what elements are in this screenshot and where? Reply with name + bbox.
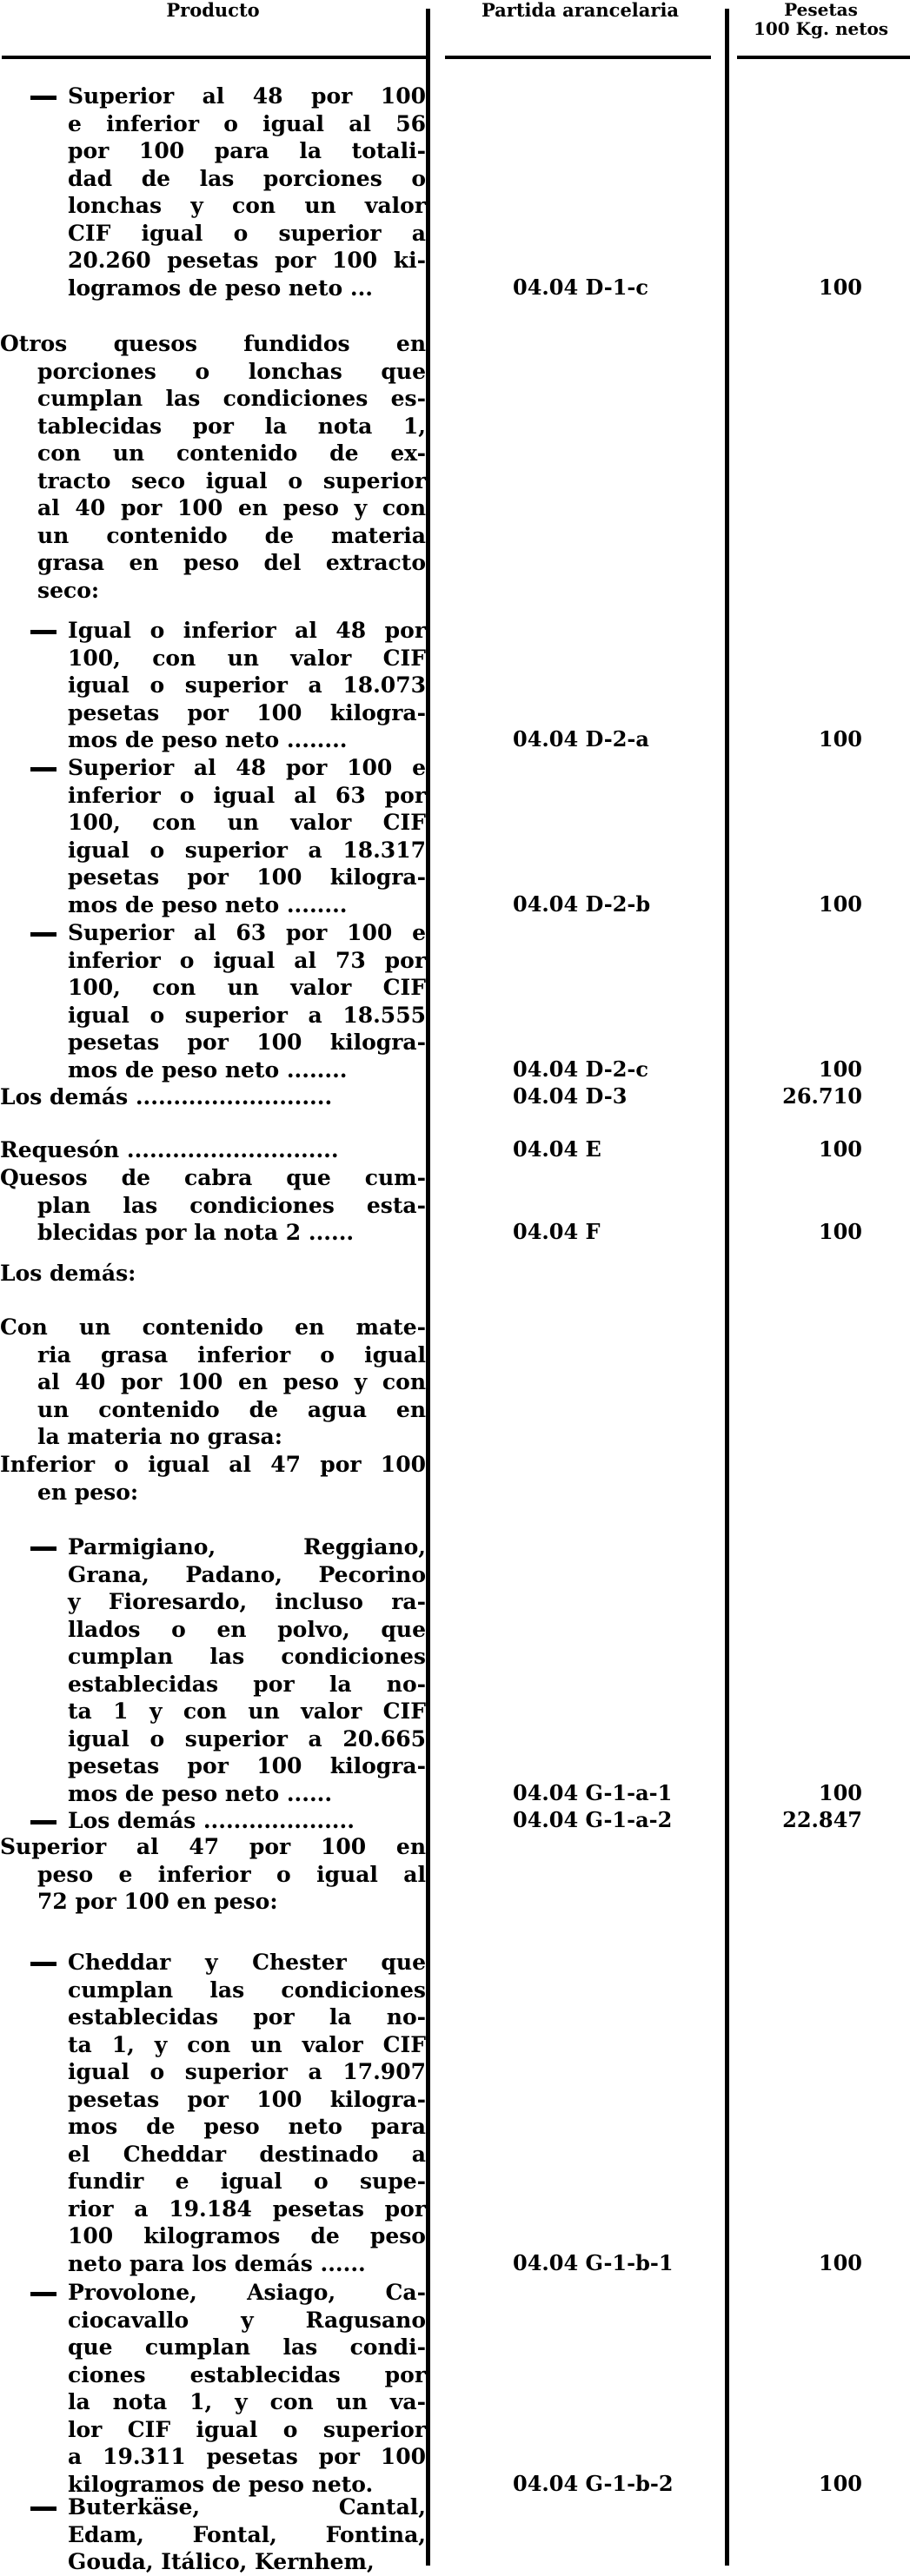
product-description-line: 100, con un valor CIF — [68, 810, 426, 835]
product-description-line: igual o superior a 18.555 — [68, 1002, 426, 1028]
product-description-line: neto para los demás ...... — [68, 2250, 366, 2276]
product-description-line: pesetas por 100 kilogra- — [68, 864, 426, 890]
dash-bullet-icon — [30, 932, 56, 937]
product-description-line: blecidas por la nota 2 ...... — [37, 1220, 355, 1245]
product-description-line: mos de peso neto ........ — [68, 891, 348, 917]
product-description-line: logramos de peso neto ... — [68, 275, 373, 301]
product-description-line: pesetas por 100 kilogra- — [68, 2086, 426, 2112]
product-description-line: igual o superior a 18.317 — [68, 837, 426, 863]
product-description-line: Los demás: — [0, 1261, 136, 1286]
header-rule-pesetas — [737, 56, 910, 59]
product-description-line: la materia no grasa: — [37, 1424, 282, 1449]
tariff-code: 04.04 G-1-b-1 — [513, 2249, 674, 2275]
product-description-line: plan las condiciones esta- — [37, 1192, 426, 1218]
product-description-line: rior a 19.184 pesetas por — [68, 2195, 426, 2222]
product-description-line: fundir e igual o supe- — [68, 2169, 426, 2194]
pesetas-value: 100 — [818, 2470, 862, 2496]
tariff-code: 04.04 D-2-a — [513, 726, 649, 752]
column-divider-1 — [426, 9, 430, 2566]
dash-bullet-icon — [30, 1962, 56, 1966]
product-description-line: Requesón ............................ — [0, 1137, 339, 1162]
tariff-code: 04.04 D-1-c — [513, 274, 648, 300]
product-description-line: Gouda, Itálico, Kernhem, — [68, 2549, 375, 2574]
product-description-line: ciones establecidas por — [68, 2361, 426, 2387]
product-description-line: dad de las porciones o — [68, 165, 426, 191]
table-row — [0, 754, 426, 918]
product-description-line: mos de peso neto ........ — [68, 1056, 348, 1083]
product-description-line: igual o superior a 20.665 — [68, 1725, 426, 1752]
pesetas-value: 100 — [818, 1136, 862, 1162]
product-description-line: la nota 1, y con un va- — [68, 2389, 426, 2414]
product-description-line: Los demás .................... — [68, 1808, 355, 1833]
product-description-line: porciones o lonchas que — [37, 358, 426, 384]
table-row — [0, 2493, 426, 2576]
pesetas-value: 100 — [818, 1779, 862, 1805]
product-description-line: Parmigiano, Reggiano, — [68, 1534, 426, 1560]
product-description-line: Superior al 63 por 100 e — [68, 920, 426, 945]
pesetas-label: Pesetas — [784, 0, 858, 20]
product-description-line: Grana, Padano, Pecorino — [68, 1561, 426, 1587]
product-description-line: inferior o igual al 73 por — [68, 947, 426, 973]
product-description-line: un contenido de agua en — [37, 1396, 426, 1422]
product-description-line: 100, con un valor CIF — [68, 645, 426, 671]
header-rule-producto-full — [2, 56, 426, 59]
column-divider-2 — [725, 9, 729, 2566]
product-description-line: 100 kilogramos de peso — [68, 2223, 426, 2248]
product-description-line: el Cheddar destinado a — [68, 2141, 426, 2167]
product-description-line: un contenido de materia — [37, 522, 426, 548]
product-description-line: Los demás .......................... — [0, 1084, 333, 1109]
product-description-line: e inferior o igual al 56 — [68, 110, 426, 136]
pesetas-value: 100 — [818, 891, 862, 917]
product-description-line: ciocavallo y Ragusano — [68, 2307, 426, 2333]
dash-bullet-icon — [30, 2506, 56, 2511]
table-row — [0, 83, 426, 301]
table-row — [0, 1314, 426, 1451]
pesetas-value: 100 — [818, 1219, 862, 1244]
product-description-line: cumplan las condiciones — [68, 1977, 426, 2003]
product-description-line: grasa en peso del extracto — [37, 550, 426, 575]
pesetas-value: 26.710 — [782, 1083, 862, 1109]
product-description-line: en peso: — [37, 1479, 139, 1505]
product-description-line: Edam, Fontal, Fontina, — [68, 2521, 426, 2547]
table-row — [0, 1949, 426, 2277]
product-description-line: mos de peso neto para — [68, 2114, 426, 2139]
product-description-line: al 40 por 100 en peso y con — [37, 495, 426, 520]
product-description-line: Superior al 48 por 100 — [68, 83, 426, 109]
table-row — [0, 1533, 426, 1807]
product-description-line: Igual o inferior al 48 por — [68, 618, 426, 643]
dash-bullet-icon — [30, 96, 56, 100]
product-description-line: cumplan las condiciones es- — [37, 386, 426, 411]
product-description-line: pesetas por 100 kilogra- — [68, 699, 426, 725]
table-row — [0, 1833, 426, 1916]
column-header-partida: Partida arancelaria — [481, 0, 680, 21]
product-description-line: peso e inferior o igual al — [37, 1861, 426, 1887]
product-description-line: Provolone, Asiago, Ca- — [68, 2280, 426, 2305]
pesetas-value: 22.847 — [782, 1807, 862, 1832]
tariff-code: 04.04 D-2-b — [513, 891, 651, 917]
pesetas-value: 100 — [818, 1056, 862, 1082]
product-description-line: establecidas por la no- — [68, 1671, 426, 1697]
tariff-code: 04.04 F — [513, 1219, 601, 1244]
table-row — [0, 617, 426, 754]
table-row — [0, 1807, 426, 1835]
product-description-line: tracto seco igual o superior — [37, 467, 426, 493]
product-description-line: establecidas por la no- — [68, 2004, 426, 2030]
product-description-line: seco: — [37, 577, 100, 603]
product-description-line: ta 1 y con un valor CIF — [68, 1699, 426, 1724]
product-description-line: tablecidas por la nota 1, — [37, 413, 426, 439]
product-description-line: inferior o igual al 63 por — [68, 782, 426, 808]
product-description-line: a 19.311 pesetas por 100 — [68, 2444, 426, 2469]
table-row — [0, 1164, 426, 1247]
product-description-line: mos de peso neto ...... — [68, 1780, 333, 1806]
dash-bullet-icon — [30, 1546, 56, 1551]
product-description-line: Buterkäse, Cantal, — [68, 2494, 426, 2520]
tariff-code: 04.04 G-1-b-2 — [513, 2470, 674, 2496]
product-description-line: igual o superior a 18.073 — [68, 672, 426, 698]
tariff-code: 04.04 G-1-a-1 — [513, 1779, 673, 1805]
product-description-line: igual o superior a 17.907 — [68, 2059, 426, 2084]
table-row — [0, 1083, 426, 1111]
column-header-pesetas — [732, 0, 910, 38]
tariff-code: 04.04 G-1-a-2 — [513, 1807, 673, 1832]
dash-bullet-icon — [30, 630, 56, 634]
pesetas-unit-label: 100 Kg. netos — [753, 18, 889, 39]
product-description-line: Superior al 47 por 100 en — [0, 1834, 426, 1859]
product-description-line: llados o en polvo, que — [68, 1616, 426, 1642]
product-description-line: ria grasa inferior o igual — [37, 1341, 426, 1367]
product-description-line: lonchas y con un valor — [68, 193, 426, 218]
product-description-line: Otros quesos fundidos en — [0, 331, 426, 356]
product-description-line: Inferior o igual al 47 por 100 — [0, 1452, 426, 1477]
product-description-line: ta 1, y con un valor CIF — [68, 2031, 426, 2057]
product-description-line: que cumplan las condi- — [68, 2334, 426, 2360]
product-description-line: Cheddar y Chester que — [68, 1950, 426, 1975]
product-description-line: pesetas por 100 kilogra- — [68, 1753, 426, 1778]
table-row — [0, 330, 426, 604]
product-description-line: 20.260 pesetas por 100 ki- — [68, 248, 426, 273]
pesetas-value: 100 — [818, 726, 862, 752]
table-row — [0, 1260, 426, 1288]
product-description-line: kilogramos de peso neto. — [68, 2471, 374, 2497]
product-description-line: al 40 por 100 en peso y con — [37, 1369, 426, 1394]
table-row — [0, 1451, 426, 1506]
product-description-line: y Fioresardo, incluso ra- — [68, 1589, 426, 1614]
product-description-line: pesetas por 100 kilogra- — [68, 1030, 426, 1055]
table-row — [0, 1136, 426, 1164]
header-rule-partida — [445, 56, 711, 59]
table-row — [0, 919, 426, 1083]
dash-bullet-icon — [30, 767, 56, 771]
product-description-line: Quesos de cabra que cum- — [0, 1165, 426, 1190]
table-row — [0, 2279, 426, 2498]
product-description-line: lor CIF igual o superior — [68, 2416, 426, 2442]
tariff-code: 04.04 D-3 — [513, 1083, 628, 1109]
product-description-line: con un contenido de ex- — [37, 440, 426, 466]
product-description-line: cumplan las condiciones — [68, 1644, 426, 1669]
column-header-producto: Producto — [166, 0, 260, 21]
product-description-line: Superior al 48 por 100 e — [68, 755, 426, 780]
product-description-line: CIF igual o superior a — [68, 220, 426, 246]
pesetas-value: 100 — [818, 2249, 862, 2275]
product-description-line: 100, con un valor CIF — [68, 975, 426, 1000]
product-description-line: 72 por 100 en peso: — [37, 1889, 278, 1914]
dash-bullet-icon — [30, 1820, 56, 1824]
product-description-line: mos de peso neto ........ — [68, 727, 348, 752]
pesetas-value: 100 — [818, 274, 862, 300]
dash-bullet-icon — [30, 2292, 56, 2296]
tariff-code: 04.04 D-2-c — [513, 1056, 648, 1082]
tariff-code: 04.04 E — [513, 1136, 601, 1162]
product-description-line: por 100 para la totali- — [68, 138, 426, 163]
product-description-line: Con un contenido en mate- — [0, 1314, 426, 1340]
